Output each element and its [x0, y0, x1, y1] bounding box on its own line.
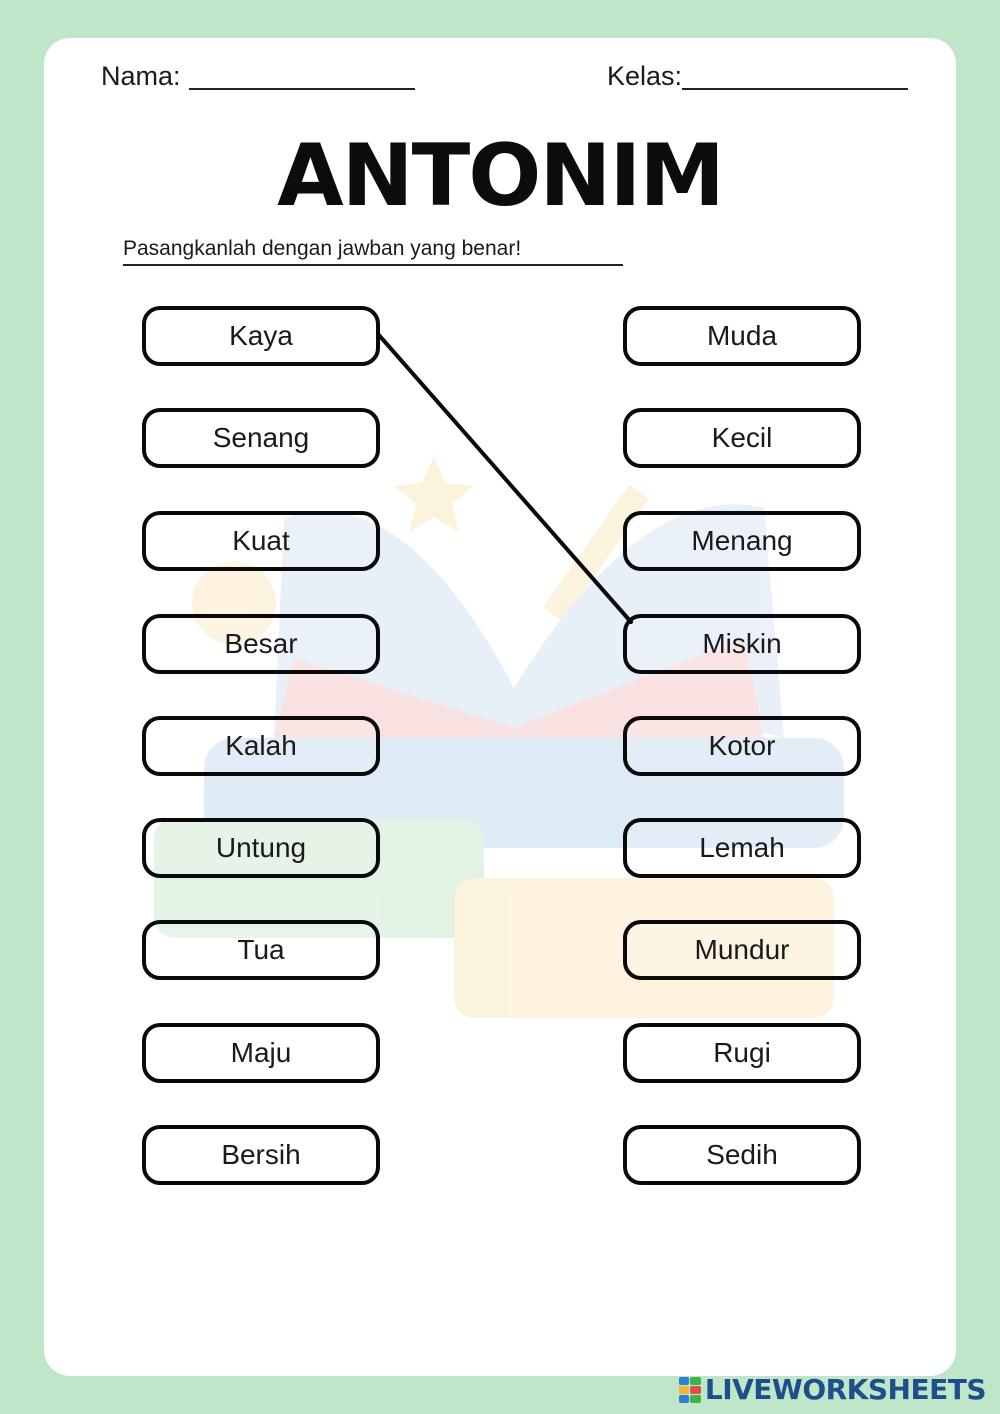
right-word-box[interactable]: Mundur — [623, 920, 861, 980]
worksheet-sheet — [44, 38, 956, 1376]
star-icon — [394, 456, 474, 532]
right-word-box[interactable]: Muda — [623, 306, 861, 366]
left-word-box[interactable]: Kaya — [142, 306, 380, 366]
page-title: ANTONIM — [277, 126, 723, 226]
name-blank[interactable] — [189, 58, 415, 90]
name-field — [101, 58, 415, 90]
left-word-box[interactable]: Bersih — [142, 1125, 380, 1185]
right-word-box[interactable]: Miskin — [623, 614, 861, 674]
liveworksheets-logo-icon — [679, 1377, 701, 1403]
class-field — [607, 58, 908, 90]
liveworksheets-brand — [679, 1373, 986, 1406]
left-word-box[interactable]: Maju — [142, 1023, 380, 1083]
class-blank[interactable] — [682, 58, 908, 90]
right-word-box[interactable]: Lemah — [623, 818, 861, 878]
left-word-box[interactable]: Kalah — [142, 716, 380, 776]
left-word-box[interactable]: Tua — [142, 920, 380, 980]
instruction-text: Pasangkanlah dengan jawban yang benar! — [123, 237, 623, 266]
right-word-box[interactable]: Kotor — [623, 716, 861, 776]
left-word-box[interactable]: Besar — [142, 614, 380, 674]
brand-text: LIVEWORKSHEETS — [704, 1373, 986, 1406]
left-word-box[interactable]: Senang — [142, 408, 380, 468]
right-word-box[interactable]: Sedih — [623, 1125, 861, 1185]
right-word-box[interactable]: Menang — [623, 511, 861, 571]
right-word-box[interactable]: Kecil — [623, 408, 861, 468]
right-word-box[interactable]: Rugi — [623, 1023, 861, 1083]
class-label: Kelas: — [607, 61, 683, 91]
left-word-box[interactable]: Untung — [142, 818, 380, 878]
match-line[interactable] — [378, 334, 631, 622]
name-label: Nama: — [101, 61, 181, 91]
left-word-box[interactable]: Kuat — [142, 511, 380, 571]
